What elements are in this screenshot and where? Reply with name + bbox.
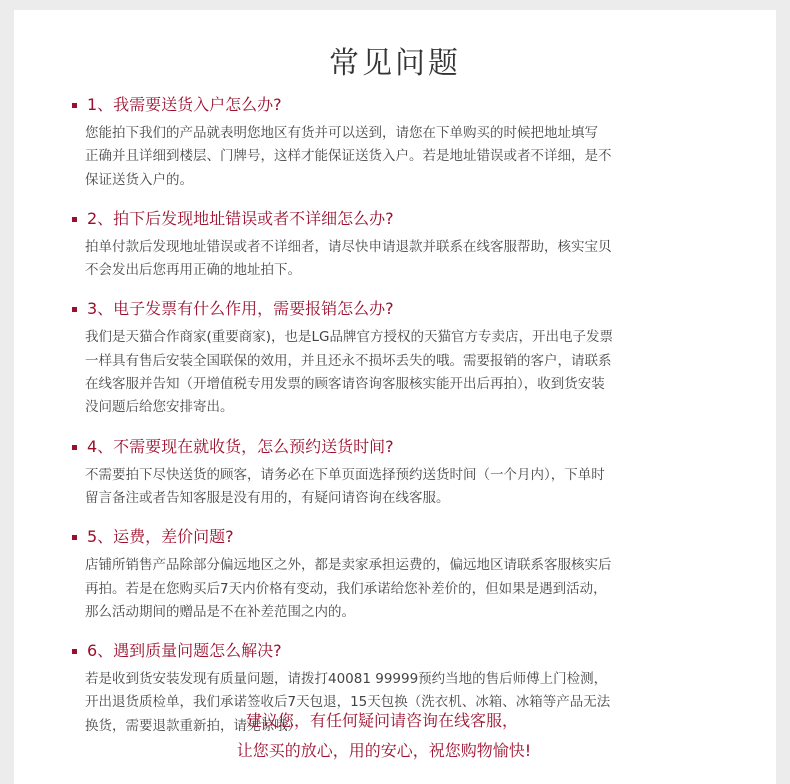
faq-answer — [14, 548, 725, 624]
faq-answer-line: 若是收到货安装发现有质量问题，请拨打40081 99999预约当地的售后师傅上门检测， — [85, 671, 608, 688]
faq-answer-line: 换货，需要退款重新拍，请见谅哦） — [85, 717, 301, 734]
faq-question — [14, 436, 776, 458]
faq-answer-line: 没问题后给您安排寄出。 — [85, 399, 234, 416]
faq-answer-line: 留言备注或者告知客服是没有用的，有疑问请咨询在线客服。 — [85, 489, 450, 506]
faq-answer-line: 在线客服并告知（开增值税专用发票的顾客请咨询客服核实能开出后再拍），收到货安装 — [85, 376, 605, 393]
faq-answer — [14, 116, 725, 192]
faq-list — [14, 94, 776, 754]
faq-question — [14, 526, 776, 548]
faq-question-text: 5、运费，差价问题? — [87, 527, 234, 547]
bullet-square-icon — [72, 217, 77, 222]
faq-item — [14, 298, 776, 419]
faq-answer-line: 那么活动期间的赠品是不在补差范围之内的。 — [85, 603, 355, 620]
faq-answer-line: 不会发出后您再用正确的地址拍下。 — [85, 262, 301, 279]
bullet-square-icon — [72, 307, 77, 312]
bullet-square-icon — [72, 445, 77, 450]
footer-message — [14, 706, 776, 766]
faq-answer-line: 不需要拍下尽快送货的顾客，请务必在下单页面选择预约送货时间（一个月内），下单时 — [85, 466, 605, 483]
faq-answer-line: 店铺所销售产品除部分偏远地区之外，都是卖家承担运费的，偏远地区请联系客服核实后 — [85, 557, 612, 574]
bullet-square-icon — [72, 103, 77, 108]
faq-question-text: 1、我需要送货入户怎么办? — [87, 95, 282, 114]
footer-line: 建议您，有任何疑问请咨询在线客服， — [245, 711, 518, 730]
faq-item — [14, 436, 776, 511]
faq-question-text: 6、遇到质量问题怎么解决? — [87, 641, 282, 661]
faq-answer-line: 再拍。若是在您购买后7天内价格有变动，我们承诺给您补差价的，但如果是遇到活动， — [85, 580, 607, 597]
faq-question — [14, 208, 776, 230]
faq-card — [14, 10, 776, 784]
faq-question-text: 2、拍下后发现地址错误或者不详细怎么办? — [87, 208, 394, 228]
faq-item — [14, 526, 776, 624]
page-title: 常见问题 — [329, 46, 461, 81]
faq-answer-line: 我们是天猫合作商家(重要商家)，也是LG品牌官方授权的天猫官方专卖店，开出电子发票 — [85, 329, 614, 346]
faq-answer-line: 您能拍下我们的产品就表明您地区有货并可以送到，请您在下单购买的时候把地址填写 — [85, 125, 598, 141]
bullet-square-icon — [72, 649, 77, 654]
faq-answer — [14, 230, 725, 283]
faq-answer-line: 开出退货质检单，我们承诺签收后7天包退，15天包换（洗衣机、冰箱、冰箱等产品无法 — [85, 694, 611, 711]
faq-question — [14, 94, 776, 116]
faq-question — [14, 640, 776, 662]
faq-question-text: 4、不需要现在就收货，怎么预约送货时间? — [87, 436, 394, 456]
faq-question — [14, 298, 776, 320]
footer-line: 让您买的放心，用的安心，祝您购物愉快! — [236, 741, 532, 760]
faq-answer-line: 一样具有售后安装全国联保的效用，并且还永不损坏丢失的哦。需要报销的客户，请联系 — [85, 352, 612, 369]
faq-item — [14, 94, 776, 192]
bullet-square-icon — [72, 535, 77, 540]
faq-answer — [14, 320, 725, 419]
faq-answer-line: 拍单付款后发现地址错误或者不详细者，请尽快申请退款并联系在线客服帮助，核实宝贝 — [85, 238, 612, 255]
faq-question-text: 3、电子发票有什么作用，需要报销怎么办? — [87, 299, 394, 319]
faq-answer — [14, 458, 725, 511]
faq-answer-line: 正确并且详细到楼层、门牌号，这样才能保证送货入户。若是地址错误或者不详细，是不 — [85, 148, 612, 165]
faq-answer-line: 保证送货入户的。 — [85, 171, 193, 188]
faq-item — [14, 208, 776, 283]
